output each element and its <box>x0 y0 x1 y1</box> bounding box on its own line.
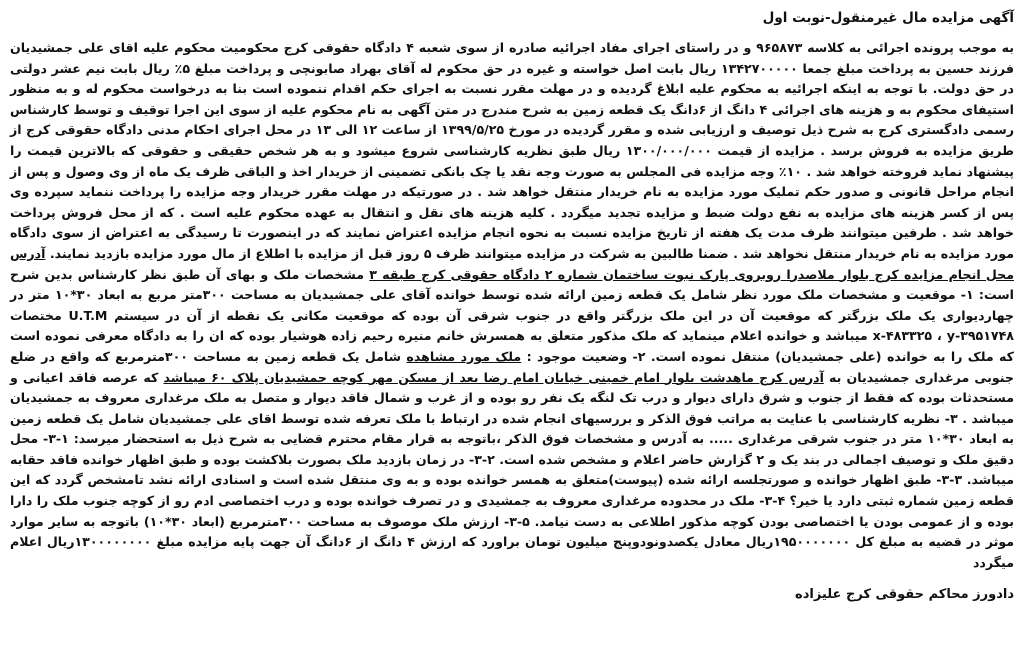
body-segment-land-area: شامل یک قطعه زمین به مساحت ۳۰۰مترمربع که واقع در ضلع جنوبی مرغداری جمشیدیان به <box>10 348 1014 385</box>
body-segment-observed-property: ملک مورد مشاهده <box>406 348 522 364</box>
notice-body <box>10 38 1014 573</box>
body-segment-property-specs: مشخصات ملک و بهای آن طبق نظر کارشناس بدین شرح است: ۱- موقعیت و مشخصات ملک مورد نظر شامل یک قطعه زمین ارائه شده توسط خوانده آقای علی جمشیدیان به مساحت ۳۰۰متر مربع به ابعاد ۳۰*۱۰ متر در چهاردیواری یک ملک بزرگتر که موقعیت آن در این ملک بزرگتر واقع در جنوب شرقی آن بوده که موقعیت مکانی یک نقطه از آن در سیستم U.T.M مختصات x-۴۸۳۳۲۵ ، y-۳۹۵۱۷۴۸ میباشد و خوانده اعلام مینماید که ملک مذکور متعلق به همسرش خانم منیره رحیم زاده هوشیار بوده که ان را به دادگاه معرفی نموده است که ملک را به خوانده (علی جمشیدیان) منتقل نموده است. ۲- وضعیت موجود : <box>10 266 1014 364</box>
body-segment-expert-opinion: که عرصه فاقد اعیانی و مستحدثات بوده که فقط از جنوب و شرق دارای دیوار و درب تک لنگه یک نفر رو بوده و از غرب و شمال فاقد دیوار و متصل به ملک مرغداری معروف به جمشیدیان میباشد . ۳- نظریه کارشناسی با عنایت به مراتب فوق الذکر و بررسیهای انجام شده در ارتباط با ملک تعرفه شده توسط اقای علی جمشیدیان شامل یک قطعه زمین به ابعاد ۳۰*۱۰ متر در جنوب شرقی مرغداری ..... به آدرس و مشخصات فوق الذکر ،باتوجه به قرار مقام محترم قضایی به شرح ذیل به استحضار میرسد: ۱-۳- محل دقیق ملک و توصیف اجمالی در بند یک و ۲ گزارش حاضر اعلام و مشخص شده است. ۲-۳- در زمان بازدید ملک بصورت بلاکشت بوده و طبق اظهار خوانده فاقد حقابه میباشد. ۳-۳- طبق اظهار خوانده و صورتجلسه ارائه شده (پیوست)متعلق به همسر خوانده بوده و به وی منتقل شده است و اسنادی ارائه نشد تامشخص گردد که این قطعه زمین شماره ثبتی دارد یا خیر؟ ۴-۳- ملک در محدوده مرغداری معروف به جمشیدی و در تصرف خوانده بوده و درب اختصاصی ادم رو از کوچه جنوب ملک را دارا بوده و از عمومی بودن یا اختصاصی بودن کوچه مذکور اطلاعی به دست نیامد. ۵-۳- ارزش ملک موصوف به مساحت ۳۰۰مترمربع (ابعاد ۳۰*۱۰) باتوجه به سایر موارد موثر در قضیه به مبلغ کل ۱۹۵۰۰۰۰۰۰۰ریال معادل یکصدونودوپنج میلیون تومان براورد که ارزش ۴ دانگ از ۶دانگ آن جهت پایه مزایده مبلغ ۱۳۰۰۰۰۰۰۰۰ریال اعلام میگردد <box>10 369 1015 570</box>
body-segment-property-address: آدرس کرج ماهدشت بلوار امام خمینی خیابان امام رضا بعد از مسکن مهر کوچه جمشیدیان پلاک ۶۰ میباشد <box>163 369 824 385</box>
notice-signature: دادورز محاکم حقوقی کرج علیزاده <box>795 587 1014 603</box>
body-segment-intro: به موجب پرونده اجرائی به کلاسه ۹۶۵۸۷۳ و در راستای اجرای مفاد اجرائیه صادره از سوی شعبه ۴ دادگاه حقوقی کرج محکومیت محکوم علیه اقای علی جمشیدیان فرزند حسین به پرداخت مبلغ جمعا ۱۳۴۲۷۰۰۰۰۰ ریال بابت اصل خواسته و غیره در حق محکوم له آقای بهراد صابونچی و پرداخت مبلغ ۵٪ ریال بابت نیم عشر دولتی در حق دولت. با توجه به اینکه اجرائیه به محکوم علیه ابلاغ گردیده و در مهلت مقرر نسبت به اجرای حکم اقدام ننموده است بنا به درخواست محکوم له و به منظور استیفای محکوم به و هزینه های اجرائی ۴ دانگ از ۶دانگ یک قطعه زمین به شرح مندرج در متن آگهی به نام محکوم علیه از سوی این اجرا توقیف و توسط کارشناس رسمی دادگستری کرج به شرح ذیل توصیف و ارزیابی شده و مقرر گردیده در مورخ ۱۳۹۹/۵/۲۵ از ساعت ۱۲ الی ۱۳ در محل اجرای احکام مدنی دادگاه حقوقی کرج از طریق مزایده به فروش برسد . مزایده از قیمت ۱۳۰۰/۰۰۰/۰۰۰ ریال طبق نظریه کارشناسی شروع میشود و به هر شخص حقیقی و حقوقی که بالاترین قیمت را پیشنهاد نماید فروخته خواهد شد . ۱۰٪ وجه مزایده فی المجلس به صورت وجه نقد یا چک بانکی تضمینی از خریدار اخذ و الباقی ظرف یک ماه از وی وصول و پس از انجام مراحل قانونی و صدور حکم تملیک مورد مزایده به نام خریدار منتقل خواهد شد . در صورتیکه در مهلت مقرر خریدار وجه مزایده را پرداخت ننماید سپرده وی پس از کسر هزینه های مزایده به نفع دولت ضبط و مزایده تجدید میگردد . کلیه هزینه های نقل و انتقال به عهده محکوم علیه است . که از محل فروش پرداخت خواهد شد . طرفین میتوانند ظرف مدت یک هفته از تاریخ مزایده نسبت به نحوه انجام مزایده اعتراض نمایند که در اینصورت تا رسیدگی به اعتراض از سوی دادگاه مورد مزایده به نام خریدار منتقل نخواهد شد . ضمنا طالبین به شرکت در مزایده میتوانند ظرف ۵ روز قبل از مزایده با اطلاع از مال مورد مزایده بازدید نمایند. <box>10 40 1014 261</box>
body-segment-auction-address: آدرس محل انجام مزایده کرج بلوار ملاصدرا روبروی پارک نبوت ساختمان شماره ۲ دادگاه حقوقی کرج طبقه ۳ <box>10 245 1014 282</box>
notice-title: آگهی مزایده مال غیرمنقول-نوبت اول <box>762 10 1014 26</box>
